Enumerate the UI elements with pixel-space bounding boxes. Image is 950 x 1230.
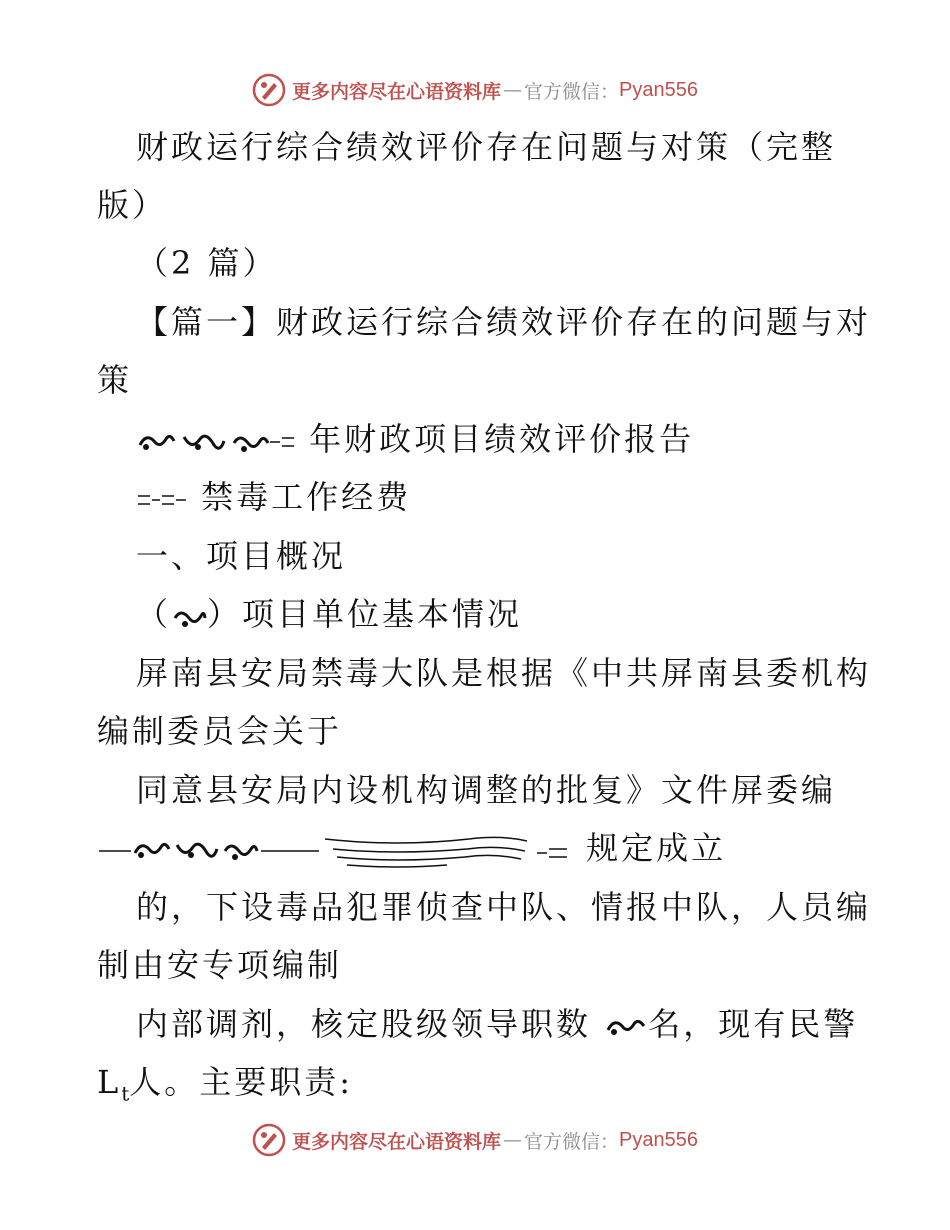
doc-title-line-1: 财政运行综合绩效评价存在问题与对策（完整 [136,128,837,166]
paragraph-line-4-text: 规定成立 [586,829,727,867]
glyph-t: t [121,1081,130,1106]
doc-title-line-2: 版） [97,186,168,224]
ornament-glyph-icon [136,427,296,457]
header-banner [0,68,950,112]
doc-count: （2 篇） [136,244,278,282]
equals-glyph-icon [136,485,188,515]
paragraph-line-7 [0,1004,950,1044]
sub-title: 禁毒工作经费 [201,478,412,516]
heading-1: 一、项目概况 [136,537,347,575]
heading-2-open: （ [136,595,172,633]
banner-wechat-id: Pyan556 [619,78,698,101]
paragraph-line-1: 屏南县安局禁毒大队是根据《中共屏南县委机构 [136,654,872,692]
paragraph-line-5: 的，下设毒品犯罪侦查中队、情报中队，人员编 [136,888,872,926]
sub-title-line [0,477,950,517]
section-heading-line-1: 【篇一】财政运行综合绩效评价存在的问题与对 [136,303,872,341]
banner-wechat-id: Pyan556 [619,1128,698,1151]
logo-pen-icon [252,73,286,107]
ornament-glyph-icon [604,1012,648,1042]
paragraph-line-6: 制由安专项编制 [97,946,343,984]
banner-text: 更多内容尽在心语资料库 [292,80,502,103]
report-title: 年财政项目绩效评价报告 [309,420,695,458]
banner-dash: — [503,79,523,101]
logo-pen-icon [252,1123,286,1157]
paragraph-line-8-text: 人。主要职责: [129,1063,354,1101]
banner-text: 更多内容尽在心语资料库 [292,1130,502,1153]
footer-banner [0,1118,950,1162]
glyph-L: L [97,1063,122,1101]
ornament-glyph-icon [171,602,207,632]
paragraph-line-8 [0,1062,950,1113]
paragraph-line-7-text-a: 内部调剂，核定股级领导职数 [136,1005,592,1043]
paragraph-line-7-text-b: 名，现有民警 [648,1005,859,1043]
heading-2-text: ）项目单位基本情况 [207,595,523,633]
report-title-line [0,419,950,459]
paragraph-line-4 [0,828,950,871]
heading-2 [0,594,950,634]
section-heading-line-2: 策 [97,361,133,399]
paragraph-line-3: 同意县安局内设机构调整的批复》文件屏委编 [136,771,837,809]
banner-wechat-label: 官方微信： [524,80,620,103]
paragraph-line-2: 编制委员会关于 [97,712,343,750]
banner-wechat-label: 官方微信： [524,1130,620,1153]
ornament-wave-glyph-icon [97,831,573,871]
banner-dash: — [503,1129,523,1151]
